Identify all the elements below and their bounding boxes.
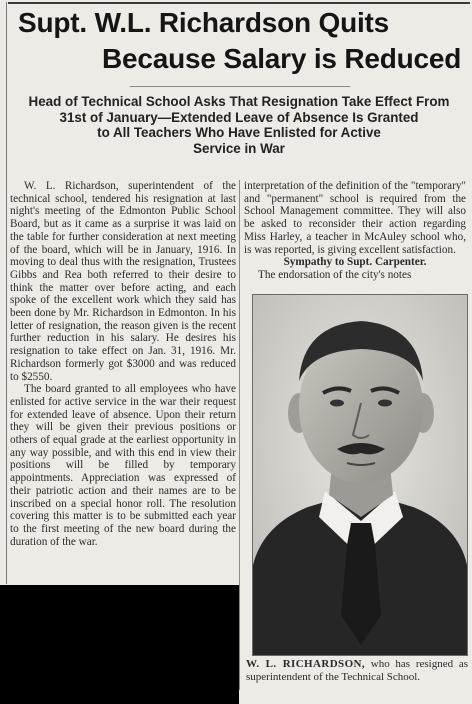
deck-line: Head of Technical School Asks That Resignation Take Effect From bbox=[28, 94, 450, 109]
deck-line: 31st of January—Extended Leave of Absence Is Granted bbox=[59, 109, 419, 125]
article-paragraph: W. L. Richardson, superintendent of the technical school, tendered his resignation at last night's meeting of the Edmonton Public School Board, but as it came as a surprise it was laid on the table for further consideration at next meeting of the board, which will be in January, 1916. In moving to deal thus with the resignation, Trustees Gibbs and Rea both referred to their desire to think the matter over before acting, and each spoke of the excellent work which they said has been done by Mr. Richardson in Edmonton. In his letter of resignation, the reason given is the recent further reduction in his salary. He desires his resignation to take effect on Jan. 31, 1916. Mr. Richardson formerly got $3000 and was reduced to $2550. bbox=[10, 180, 236, 383]
redacted-area bbox=[0, 585, 239, 704]
headline-line-1: Supt. W.L. Richardson Quits bbox=[18, 7, 390, 38]
article-left-column bbox=[10, 180, 236, 548]
left-rule bbox=[6, 2, 7, 584]
portrait-illustration bbox=[253, 295, 467, 655]
caption-text: who has resigned as superintendent of the Technical School. bbox=[246, 658, 468, 683]
caption-name: W. L. RICHARDSON, bbox=[246, 658, 366, 670]
article-paragraph: The board granted to all employees who have enlisted for active service in the war their request for extended leave of absence. Upon their return they will be given their previous positions or others of equal grade at the earliest opportunity in any way possible, and with this end in view their positions will be filled by temporary appointments. Appreciation was expressed of their patriotic action and their names are to be inscribed on a special honor roll. The resolution covering this matter is to be submitted each year to the first meeting of the new board during the duration of the war. bbox=[10, 383, 236, 548]
section-subhead: Sympathy to Supt. Carpenter. bbox=[283, 256, 427, 269]
article-right-column bbox=[244, 180, 466, 282]
article-continuation: interpretation of the definition of the "temporary" and "permanent" school is required from the School Management committee. They will also be asked to reconsider their action regarding Miss Harley, a teacher in McAuley school who, is was reported, is giving excellent satisfaction. bbox=[244, 180, 466, 256]
section-lead: The endorsation of the city's notes bbox=[258, 268, 412, 281]
top-rule bbox=[8, 2, 470, 4]
subheadline-deck bbox=[14, 94, 464, 156]
column-divider bbox=[239, 180, 240, 690]
portrait-photo bbox=[252, 294, 468, 656]
deck-line: to All Teachers Who Have Enlisted for Active bbox=[97, 125, 381, 140]
photo-caption bbox=[246, 658, 468, 683]
deck-line: Service in War bbox=[193, 140, 285, 156]
deck-rule bbox=[130, 86, 350, 87]
headline-line-2: Because Salary is Reduced bbox=[102, 43, 462, 74]
